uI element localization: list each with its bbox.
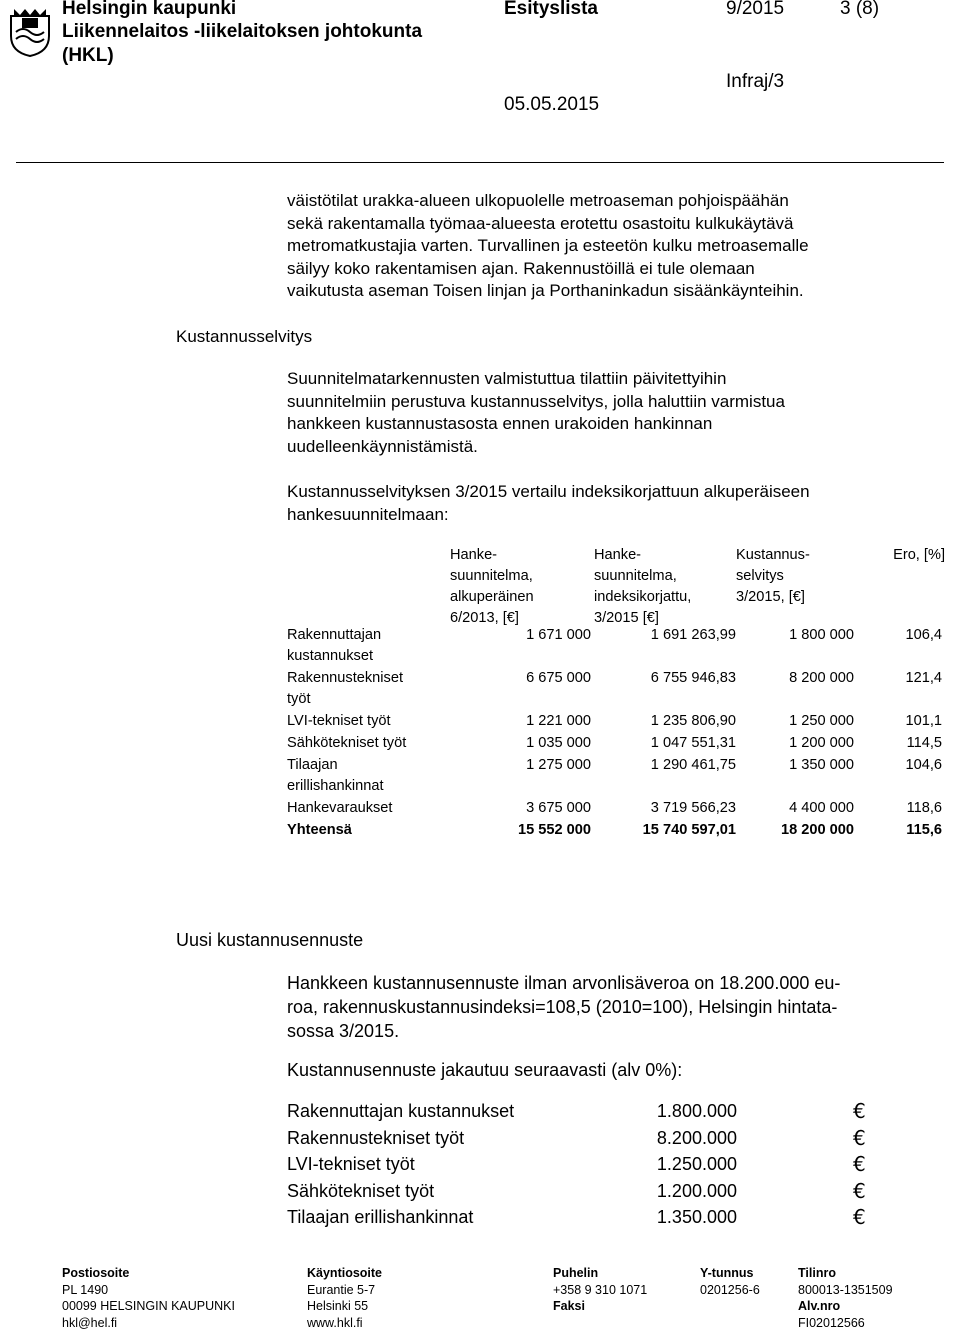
euro-symbol: € bbox=[853, 1179, 866, 1203]
cell-difference: 106,4 bbox=[905, 627, 942, 643]
header-line: Ero, [%] bbox=[893, 547, 945, 563]
meeting-date: 05.05.2015 bbox=[504, 94, 600, 115]
header-line: suunnitelma, bbox=[450, 568, 533, 584]
footer-label: Postiosoite bbox=[62, 1266, 130, 1280]
cell-original: 15 552 000 bbox=[517, 822, 591, 838]
label-line: Rakennuttajan bbox=[287, 627, 382, 643]
header-line: suunnitelma, bbox=[594, 568, 677, 584]
cell-indexed: 1 047 551,31 bbox=[650, 735, 736, 751]
label-line: työt bbox=[287, 691, 311, 707]
label-line: LVI-tekniset työt bbox=[287, 713, 391, 729]
euro-symbol: € bbox=[853, 1152, 866, 1176]
footer-business-id bbox=[700, 1265, 760, 1298]
cell-cost-study: 18 200 000 bbox=[780, 822, 854, 838]
table-row bbox=[287, 668, 947, 710]
cell-original: 1 221 000 bbox=[526, 713, 591, 729]
table-row bbox=[287, 755, 947, 797]
footer-email-link[interactable]: hkl@hel.fi bbox=[62, 1315, 118, 1330]
table-header-cost-study bbox=[736, 545, 810, 608]
footer-value: FI02012566 bbox=[798, 1315, 865, 1330]
cell-original: 1 275 000 bbox=[526, 757, 591, 773]
footer-label: Alv.nro bbox=[798, 1299, 841, 1313]
cell-cost-study: 1 800 000 bbox=[789, 627, 854, 643]
org-abbreviation: (HKL) bbox=[62, 45, 114, 66]
table-header-original-plan bbox=[450, 545, 534, 629]
footer-value: Eurantie 5-7 bbox=[307, 1282, 376, 1297]
table-total-row bbox=[287, 820, 947, 841]
text-line: uudelleenkäynnistämistä. bbox=[287, 436, 478, 456]
label-line: Sähkötekniset työt bbox=[287, 735, 407, 751]
cell-original: 3 675 000 bbox=[526, 800, 591, 816]
header-line: indeksikorjattu, bbox=[594, 589, 692, 605]
row-label bbox=[287, 625, 447, 667]
footer-visiting-address bbox=[307, 1265, 382, 1331]
org-department: Liikennelaitos -liikelaitoksen johtokunta bbox=[62, 21, 423, 42]
cell-indexed: 15 740 597,01 bbox=[642, 822, 736, 838]
cell-cost-study: 1 250 000 bbox=[789, 713, 854, 729]
breakdown-item bbox=[287, 1181, 887, 1207]
breakdown-label: Tilaajan erillishankinnat bbox=[287, 1207, 474, 1227]
footer-value: 800013-1351509 bbox=[798, 1282, 893, 1297]
cell-original: 1 035 000 bbox=[526, 735, 591, 751]
text-line: väistötilat urakka-alueen ulkopuolelle metroaseman pohjoispäähän bbox=[287, 191, 789, 210]
text-line: Hankkeen kustannusennuste ilman arvonlisäveroa on 18.200.000 eu- bbox=[287, 973, 841, 993]
footer-label: Y-tunnus bbox=[700, 1266, 754, 1280]
text-line: vaikutusta aseman Toisen linjan ja Porthaninkadun sisäänkäynteihin. bbox=[287, 281, 804, 300]
footer-value: +358 9 310 1071 bbox=[553, 1282, 648, 1297]
item-reference: Infraj/3 bbox=[726, 71, 785, 92]
text-line: sossa 3/2015. bbox=[287, 1021, 400, 1041]
header-line: 3/2015, [€] bbox=[736, 589, 805, 605]
euro-symbol: € bbox=[853, 1126, 866, 1150]
breakdown-intro: Kustannusennuste jakautuu seuraavasti (alv 0%): bbox=[287, 1060, 683, 1080]
footer-phone bbox=[553, 1265, 647, 1315]
cell-cost-study: 4 400 000 bbox=[789, 800, 854, 816]
cell-indexed: 1 691 263,99 bbox=[650, 627, 736, 643]
row-label bbox=[287, 820, 447, 841]
cell-indexed: 1 235 806,90 bbox=[650, 713, 736, 729]
breakdown-value: 1.800.000 bbox=[656, 1101, 737, 1121]
breakdown-label: Rakennustekniset työt bbox=[287, 1128, 465, 1148]
breakdown-value: 1.200.000 bbox=[656, 1181, 737, 1201]
row-label bbox=[287, 668, 447, 710]
footer-value: Helsinki 55 bbox=[307, 1299, 369, 1313]
text-line: metromatkustajia varten. Turvallinen ja esteetön kulku metroasemalle bbox=[287, 236, 809, 255]
breakdown-label: LVI-tekniset työt bbox=[287, 1154, 415, 1174]
header-line: alkuperäinen bbox=[450, 589, 534, 605]
text-line: hankesuunnitelmaan: bbox=[287, 504, 449, 524]
table-header-indexed-plan bbox=[594, 545, 691, 629]
breakdown-value: 1.350.000 bbox=[656, 1207, 737, 1227]
section-heading-kustannusselvitys: Kustannusselvitys bbox=[176, 327, 313, 346]
euro-symbol: € bbox=[853, 1205, 866, 1229]
label-line: Tilaajan bbox=[287, 757, 338, 773]
euro-symbol: € bbox=[853, 1099, 866, 1123]
row-label bbox=[287, 798, 447, 819]
text-line: sekä rakentamalla työmaa-alueesta erotettu osastoitu kulkukäytävä bbox=[287, 213, 794, 233]
table-row bbox=[287, 625, 947, 667]
breakdown-value: 1.250.000 bbox=[656, 1154, 737, 1174]
label-line: Hankevaraukset bbox=[287, 800, 393, 816]
label-line: kustannukset bbox=[287, 648, 373, 664]
text-line: Kustannusselvityksen 3/2015 vertailu indeksikorjattuun alkuperäiseen bbox=[287, 482, 810, 501]
text-line: suunnitelmiin perustuva kustannusselvitys, jolla haluttiin varmistua bbox=[287, 391, 785, 411]
footer-value: 00099 HELSINGIN KAUPUNKI bbox=[62, 1299, 235, 1313]
cell-difference: 104,6 bbox=[905, 757, 942, 773]
row-label bbox=[287, 733, 447, 754]
cell-original: 6 675 000 bbox=[526, 670, 591, 686]
text-line: säilyy koko rakentamisen ajan. Rakennustöillä ei tule olemaan bbox=[287, 258, 755, 278]
section-heading-uusi-kustannusennuste: Uusi kustannusennuste bbox=[176, 930, 364, 950]
footer-label: Puhelin bbox=[553, 1266, 599, 1280]
label-line: Yhteensä bbox=[287, 822, 352, 838]
comparison-intro-paragraph bbox=[287, 481, 947, 526]
header-line: 3/2015 [€] bbox=[594, 610, 659, 626]
header-divider bbox=[16, 162, 944, 163]
breakdown-label: Rakennuttajan kustannukset bbox=[287, 1101, 515, 1121]
cost-study-paragraph bbox=[287, 368, 947, 458]
table-row bbox=[287, 798, 947, 819]
header-line: 6/2013, [€] bbox=[450, 610, 519, 626]
cell-cost-study: 1 200 000 bbox=[789, 735, 854, 751]
text-line: hankkeen kustannustasosta ennen urakoiden hankinnan bbox=[287, 414, 713, 433]
cell-difference: 118,6 bbox=[906, 800, 942, 816]
cell-original: 1 671 000 bbox=[526, 627, 591, 643]
cell-cost-study: 1 350 000 bbox=[789, 757, 854, 773]
intro-paragraph bbox=[287, 190, 947, 303]
org-name: Helsingin kaupunki bbox=[62, 0, 237, 19]
cell-difference: 114,5 bbox=[906, 735, 942, 751]
page-number: 3 (8) bbox=[840, 0, 880, 19]
cost-comparison-table bbox=[287, 545, 947, 845]
text-line: roa, rakennuskustannusindeksi=108,5 (2010=100), Helsingin hintata- bbox=[287, 997, 838, 1017]
header-line: Hanke- bbox=[594, 547, 642, 563]
text-line: Suunnitelmatarkennusten valmistuttua tilattiin päivitettyihin bbox=[287, 369, 727, 388]
footer-label: Käyntiosoite bbox=[307, 1266, 383, 1280]
cell-difference: 121,4 bbox=[905, 670, 942, 686]
label-line: Rakennustekniset bbox=[287, 670, 404, 686]
label-line: erillishankinnat bbox=[287, 778, 384, 794]
breakdown-item bbox=[287, 1128, 887, 1154]
footer-website-link[interactable]: www.hkl.fi bbox=[307, 1315, 363, 1330]
footer-postal-address bbox=[62, 1265, 235, 1331]
table-row bbox=[287, 733, 947, 754]
footer-label: Tilinro bbox=[798, 1266, 836, 1280]
row-label bbox=[287, 711, 447, 732]
row-label bbox=[287, 755, 447, 797]
cell-indexed: 1 290 461,75 bbox=[650, 757, 736, 773]
cell-difference: 115,6 bbox=[906, 822, 942, 838]
footer-value: 0201256-6 bbox=[700, 1282, 760, 1297]
doc-type: Esityslista bbox=[504, 0, 598, 19]
doc-number: 9/2015 bbox=[726, 0, 785, 19]
cell-difference: 101,1 bbox=[905, 713, 942, 729]
footer-account bbox=[798, 1265, 893, 1331]
breakdown-item bbox=[287, 1154, 887, 1180]
footer-value: PL 1490 bbox=[62, 1282, 109, 1297]
table-row bbox=[287, 711, 947, 732]
header-line: Hanke- bbox=[450, 547, 498, 563]
header-line: Kustannus- bbox=[736, 547, 810, 563]
breakdown-item bbox=[287, 1101, 887, 1127]
city-crest-logo bbox=[8, 6, 52, 58]
breakdown-item bbox=[287, 1207, 887, 1233]
footer-label: Faksi bbox=[553, 1299, 585, 1313]
breakdown-label: Sähkötekniset työt bbox=[287, 1181, 435, 1201]
breakdown-value: 8.200.000 bbox=[656, 1128, 737, 1148]
cell-indexed: 3 719 566,23 bbox=[650, 800, 736, 816]
new-estimate-paragraph bbox=[287, 971, 947, 1043]
cell-indexed: 6 755 946,83 bbox=[650, 670, 736, 686]
table-header-difference bbox=[893, 545, 945, 566]
header-line: selvitys bbox=[736, 568, 784, 584]
cell-cost-study: 8 200 000 bbox=[789, 670, 854, 686]
